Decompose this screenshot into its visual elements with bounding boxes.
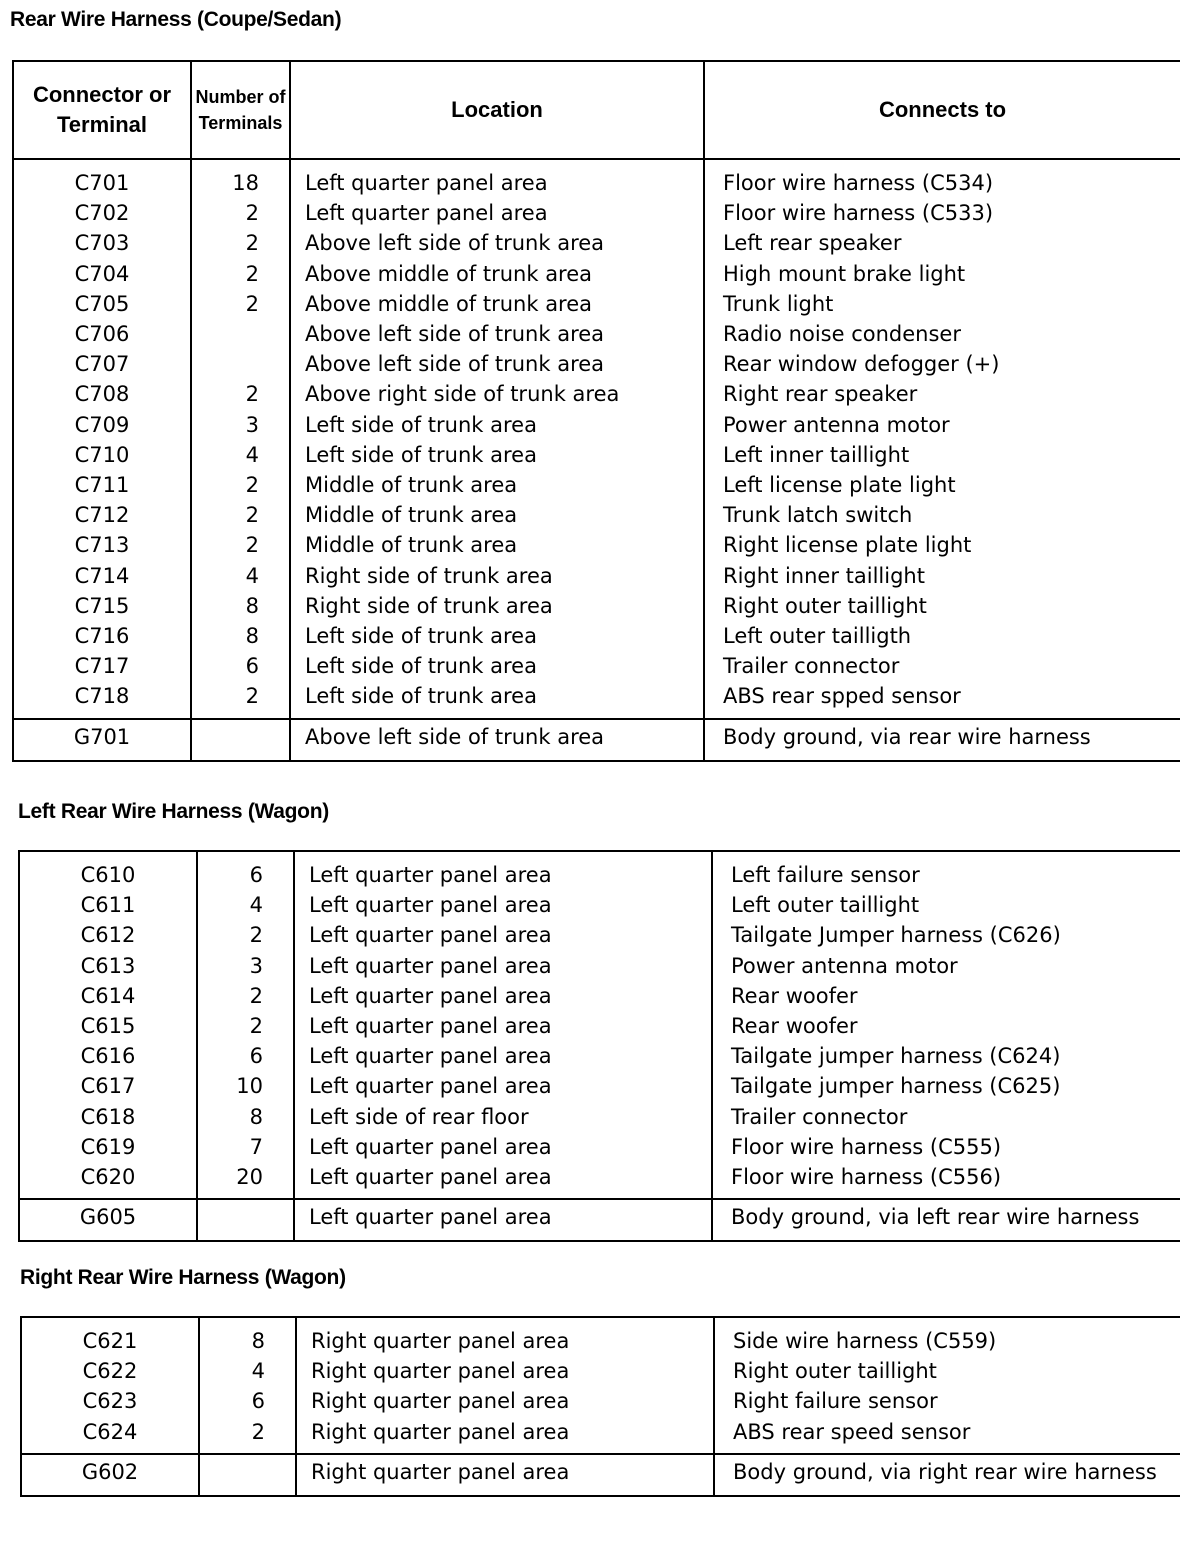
terminals-cell: 2 [197,1011,294,1041]
terminals-cell [191,349,290,379]
terminals-cell: 2 [191,500,290,530]
table-row [13,561,1180,591]
location-cell: Left side of trunk area [290,410,704,440]
ground-row-right-rear-wagon [21,1454,1180,1496]
location-cell: Left side of trunk area [290,440,704,470]
connector-cell: C709 [13,410,191,440]
location-cell: Left side of rear floor [294,1102,712,1132]
connects-to-cell: Body ground, via right rear wire harness [714,1454,1180,1496]
rows-left-rear-wagon [19,851,1180,1199]
connects-to-cell: Tailgate jumper harness (C624) [712,1041,1180,1071]
terminals-cell [199,1454,296,1496]
location-cell: Left quarter panel area [294,1132,712,1162]
location-cell: Above middle of trunk area [290,259,704,289]
connector-cell: G602 [21,1454,199,1496]
table-row [21,1356,1180,1386]
connector-cell: C712 [13,500,191,530]
terminals-cell: 2 [191,379,290,409]
connector-cell: C716 [13,621,191,651]
connector-cell: C624 [21,1417,199,1454]
location-cell: Left quarter panel area [294,1041,712,1071]
connector-cell: C711 [13,470,191,500]
location-cell: Right quarter panel area [296,1386,714,1416]
terminals-cell: 7 [197,1132,294,1162]
connector-cell: C619 [19,1132,197,1162]
terminals-cell [191,719,290,761]
terminals-cell: 2 [191,470,290,500]
terminals-cell: 18 [191,159,290,198]
connects-to-cell: Side wire harness (C559) [714,1317,1180,1356]
table-row [13,159,1180,198]
table-row [19,1102,1180,1132]
connects-to-cell: Power antenna motor [712,951,1180,981]
section-title-right-rear-wagon: Right Rear Wire Harness (Wagon) [20,1266,346,1289]
table-row [19,1132,1180,1162]
table-row [13,259,1180,289]
table-row [13,530,1180,560]
section-title-left-rear-wagon: Left Rear Wire Harness (Wagon) [18,800,329,823]
rows-right-rear-wagon [21,1317,1180,1454]
terminals-cell: 20 [197,1162,294,1199]
table-row [13,228,1180,258]
connects-to-cell: Left license plate light [704,470,1180,500]
location-cell: Left quarter panel area [290,198,704,228]
connector-cell: C611 [19,890,197,920]
table-row [13,440,1180,470]
connects-to-cell: Right license plate light [704,530,1180,560]
location-cell: Left quarter panel area [294,1011,712,1041]
table-row [21,1417,1180,1454]
connector-cell: C710 [13,440,191,470]
location-cell: Left side of trunk area [290,621,704,651]
connector-cell: C623 [21,1386,199,1416]
connector-cell: C622 [21,1356,199,1386]
location-cell: Left side of trunk area [290,681,704,718]
terminals-cell [197,1199,294,1241]
table-row [13,470,1180,500]
table-row [19,1041,1180,1071]
connector-cell: C703 [13,228,191,258]
connector-cell: C705 [13,289,191,319]
connects-to-cell: Left outer taillight [712,890,1180,920]
terminals-cell: 6 [199,1386,296,1416]
terminals-cell: 2 [191,289,290,319]
connects-to-cell: Floor wire harness (C533) [704,198,1180,228]
terminals-cell: 2 [191,259,290,289]
connector-cell: C706 [13,319,191,349]
connects-to-cell: Floor wire harness (C534) [704,159,1180,198]
table-row [19,851,1180,890]
connects-to-cell: Left failure sensor [712,851,1180,890]
terminals-cell: 2 [191,198,290,228]
table-left-rear-wire-harness [18,850,1180,1242]
table-row [19,890,1180,920]
terminals-cell: 6 [197,1041,294,1071]
terminals-cell: 4 [191,440,290,470]
connects-to-cell: Rear woofer [712,981,1180,1011]
connector-cell: C618 [19,1102,197,1132]
location-cell: Left quarter panel area [294,1162,712,1199]
header-location: Location [290,61,704,159]
connector-cell: C613 [19,951,197,981]
location-cell: Left quarter panel area [294,890,712,920]
connects-to-cell: Rear window defogger (+) [704,349,1180,379]
table-row [19,1071,1180,1101]
ground-row-left-rear-wagon [19,1199,1180,1241]
connector-cell: C614 [19,981,197,1011]
connects-to-cell: Right outer taillight [704,591,1180,621]
terminals-cell: 8 [191,621,290,651]
table-row [21,1386,1180,1416]
location-cell: Left side of trunk area [290,651,704,681]
location-cell: Above middle of trunk area [290,289,704,319]
terminals-cell: 4 [191,561,290,591]
table-row [21,1454,1180,1496]
table-row [13,651,1180,681]
connector-cell: C714 [13,561,191,591]
terminals-cell: 2 [191,681,290,718]
header-connector: Connector or Terminal [13,61,191,159]
table-row [13,591,1180,621]
connects-to-cell: Right failure sensor [714,1386,1180,1416]
terminals-cell: 2 [197,981,294,1011]
table-row [13,349,1180,379]
table-row [19,951,1180,981]
terminals-cell: 8 [197,1102,294,1132]
connects-to-cell: Floor wire harness (C556) [712,1162,1180,1199]
location-cell: Above left side of trunk area [290,228,704,258]
connects-to-cell: Floor wire harness (C555) [712,1132,1180,1162]
table-row [19,981,1180,1011]
table-right-rear-wire-harness [20,1316,1180,1497]
connects-to-cell: Rear woofer [712,1011,1180,1041]
header-connects-to: Connects to [704,61,1180,159]
section-title-coupe-sedan: Rear Wire Harness (Coupe/Sedan) [10,8,342,31]
connects-to-cell: Trailer connector [712,1102,1180,1132]
connector-cell: G701 [13,719,191,761]
connects-to-cell: Left outer tailligth [704,621,1180,651]
terminals-cell: 4 [199,1356,296,1386]
location-cell: Above left side of trunk area [290,719,704,761]
connects-to-cell: ABS rear speed sensor [714,1417,1180,1454]
table-row [13,198,1180,228]
connects-to-cell: Power antenna motor [704,410,1180,440]
table-rear-wire-harness [12,60,1180,762]
rows-coupe-sedan [13,159,1180,719]
location-cell: Middle of trunk area [290,530,704,560]
connects-to-cell: Trunk light [704,289,1180,319]
table-row [19,1011,1180,1041]
terminals-cell: 3 [191,410,290,440]
terminals-cell: 8 [199,1317,296,1356]
connector-cell: C612 [19,920,197,950]
connects-to-cell: Body ground, via rear wire harness [704,719,1180,761]
connector-cell: C620 [19,1162,197,1199]
connector-cell: C718 [13,681,191,718]
connector-cell: C616 [19,1041,197,1071]
terminals-cell: 6 [191,651,290,681]
location-cell: Middle of trunk area [290,470,704,500]
location-cell: Left quarter panel area [294,951,712,981]
location-cell: Left quarter panel area [294,1071,712,1101]
connects-to-cell: Body ground, via left rear wire harness [712,1199,1180,1241]
connector-cell: C704 [13,259,191,289]
location-cell: Left quarter panel area [290,159,704,198]
location-cell: Right quarter panel area [296,1356,714,1386]
connects-to-cell: Right outer taillight [714,1356,1180,1386]
table-row [19,920,1180,950]
terminals-cell: 10 [197,1071,294,1101]
ground-row-coupe-sedan [13,719,1180,761]
connector-cell: C708 [13,379,191,409]
terminals-cell [191,319,290,349]
location-cell: Right quarter panel area [296,1417,714,1454]
connects-to-cell: Tailgate jumper harness (C625) [712,1071,1180,1101]
connector-cell: C621 [21,1317,199,1356]
connects-to-cell: Trunk latch switch [704,500,1180,530]
location-cell: Left quarter panel area [294,920,712,950]
location-cell: Right quarter panel area [296,1454,714,1496]
connector-cell: C610 [19,851,197,890]
connector-cell: C715 [13,591,191,621]
location-cell: Left quarter panel area [294,851,712,890]
connector-cell: C707 [13,349,191,379]
connects-to-cell: Tailgate Jumper harness (C626) [712,920,1180,950]
table-row [19,1199,1180,1241]
table-row [13,319,1180,349]
connects-to-cell: Left rear speaker [704,228,1180,258]
connects-to-cell: Right inner taillight [704,561,1180,591]
table-row [13,681,1180,718]
connector-cell: C701 [13,159,191,198]
connects-to-cell: Right rear speaker [704,379,1180,409]
table-row [13,719,1180,761]
connector-cell: C717 [13,651,191,681]
connects-to-cell: ABS rear spped sensor [704,681,1180,718]
terminals-cell: 2 [191,530,290,560]
terminals-cell: 3 [197,951,294,981]
table-row [19,1162,1180,1199]
connects-to-cell: Radio noise condenser [704,319,1180,349]
location-cell: Right side of trunk area [290,561,704,591]
connects-to-cell: High mount brake light [704,259,1180,289]
location-cell: Above left side of trunk area [290,349,704,379]
connector-cell: C617 [19,1071,197,1101]
terminals-cell: 6 [197,851,294,890]
header-number-of-terminals: Number of Terminals [191,61,290,159]
terminals-cell: 8 [191,591,290,621]
location-cell: Right quarter panel area [296,1317,714,1356]
location-cell: Right side of trunk area [290,591,704,621]
connector-cell: C615 [19,1011,197,1041]
location-cell: Left quarter panel area [294,981,712,1011]
connects-to-cell: Trailer connector [704,651,1180,681]
connector-cell: C713 [13,530,191,560]
location-cell: Left quarter panel area [294,1199,712,1241]
terminals-cell: 2 [191,228,290,258]
connects-to-cell: Left inner taillight [704,440,1180,470]
connector-cell: G605 [19,1199,197,1241]
connector-cell: C702 [13,198,191,228]
table-row [13,410,1180,440]
terminals-cell: 2 [199,1417,296,1454]
terminals-cell: 2 [197,920,294,950]
table-row [21,1317,1180,1356]
location-cell: Middle of trunk area [290,500,704,530]
table-row [13,621,1180,651]
table-row [13,289,1180,319]
location-cell: Above left side of trunk area [290,319,704,349]
location-cell: Above right side of trunk area [290,379,704,409]
terminals-cell: 4 [197,890,294,920]
table-row [13,379,1180,409]
table-row [13,500,1180,530]
